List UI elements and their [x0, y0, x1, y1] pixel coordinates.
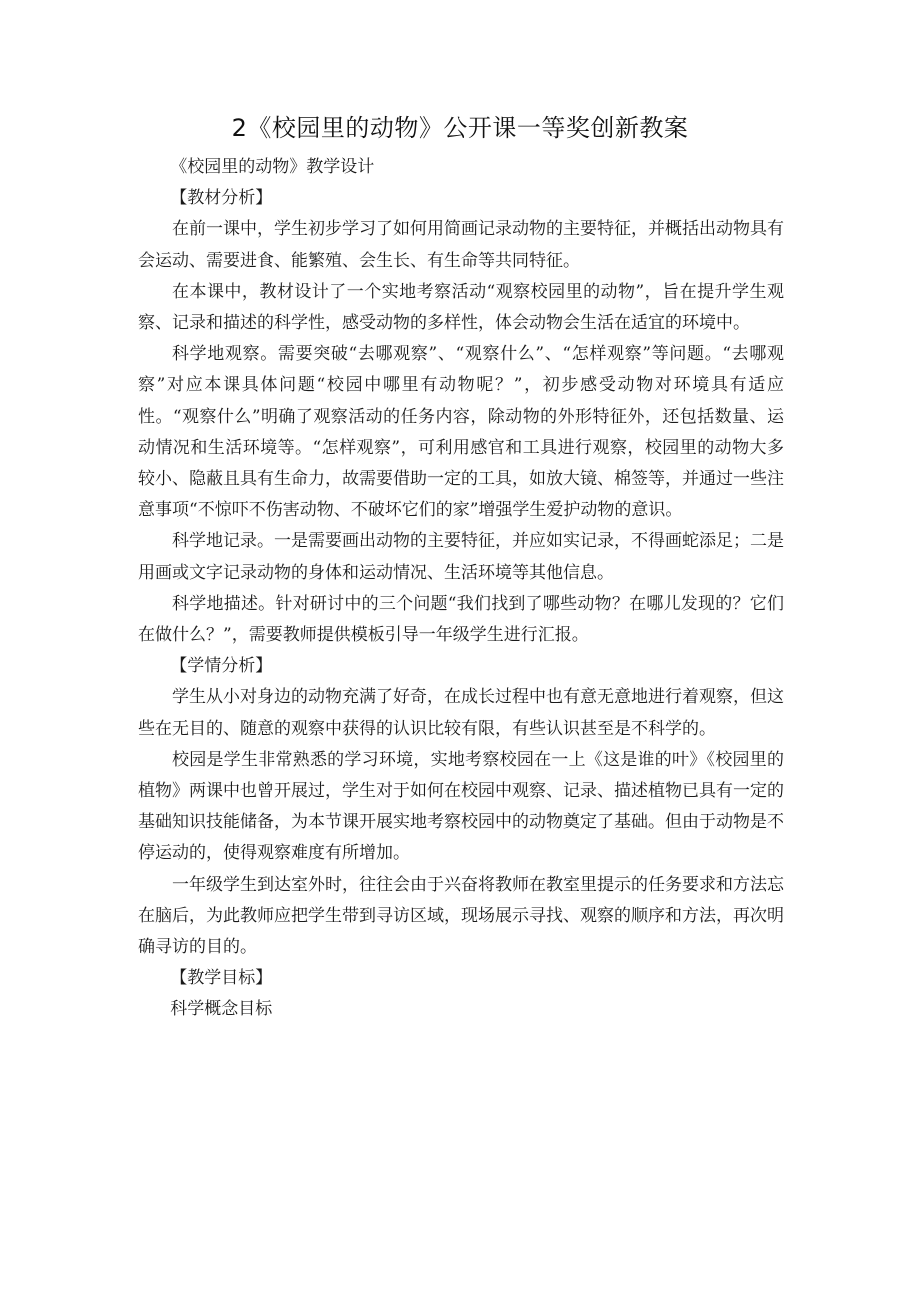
paragraph: 科学地记录。一是需要画出动物的主要特征，并应如实记录，不得画蛇添足；二是用画或文字记录动物的身体和运动情况、生活环境等其他信息。 [138, 531, 784, 583]
paragraph: 校园是学生非常熟悉的学习环境，实地考察校园在一上《这是谁的叶》《校园里的植物》两课中也曾开展过，学生对于如何在校园中观察、记录、描述植物已具有一定的基础知识技能储备，为本节课开展实地考察校园中的动物奠定了基础。但由于动物是不停运动的，使得观察难度有所增加。 [138, 749, 784, 864]
document-title: 2《校园里的动物》公开课一等奖创新教案 [231, 114, 689, 142]
paragraph: 在前一课中，学生初步学习了如何用简画记录动物的主要特征，并概括出动物具有会运动、需要进食、能繁殖、会生长、有生命等共同特征。 [138, 219, 784, 271]
paragraph: 在本课中，教材设计了一个实地考察活动“观察校园里的动物”，旨在提升学生观察、记录和描述的科学性，感受动物的多样性，体会动物会生活在适宜的环境中。 [138, 281, 784, 334]
section-heading-learner-analysis: 【学情分析】 [170, 656, 273, 677]
paragraph: 一年级学生到达室外时，往往会由于兴奋将教师在教室里提示的任务要求和方法忘在脑后，为此教师应把学生带到寻访区域，现场展示寻找、观察的顺序和方法，再次明确寻访的目的。 [138, 874, 784, 958]
section-heading-teaching-goals: 【教学目标】 [170, 968, 273, 989]
document-body [138, 152, 784, 1026]
subheading-science-concept-goals: 科学概念目标 [170, 999, 273, 1020]
document-subtitle: 《校园里的动物》教学设计 [170, 157, 375, 177]
paragraph: 学生从小对身边的动物充满了好奇，在成长过程中也有意无意地进行着观察，但这些在无目的、随意的观察中获得的认识比较有限，有些认识甚至是不科学的。 [138, 687, 784, 739]
paragraph: 科学地观察。需要突破“去哪观察”、“观察什么”、“怎样观察”等问题。“去哪观察”对应本课具体问题“校园中哪里有动物呢？”，初步感受动物对环境具有适应性。“观察什么”明确了观察活动的任务内容，除动物的外形特征外，还包括数量、运动情况和生活环境等。“怎样观察”，可利用感官和工具进行观察，校园里的动物大多较小、隐蔽且具有生命力，故需要借助一定的工具，如放大镜、棉签等，并通过一些注意事项“不惊吓不伤害动物、不破坏它们的家”增强学生爱护动物的意识。 [138, 344, 784, 521]
paragraph: 科学地描述。针对研讨中的三个问题“我们找到了哪些动物？在哪儿发现的？它们在做什么？”，需要教师提供模板引导一年级学生进行汇报。 [138, 593, 784, 646]
section-heading-textbook-analysis: 【教材分析】 [170, 188, 273, 209]
